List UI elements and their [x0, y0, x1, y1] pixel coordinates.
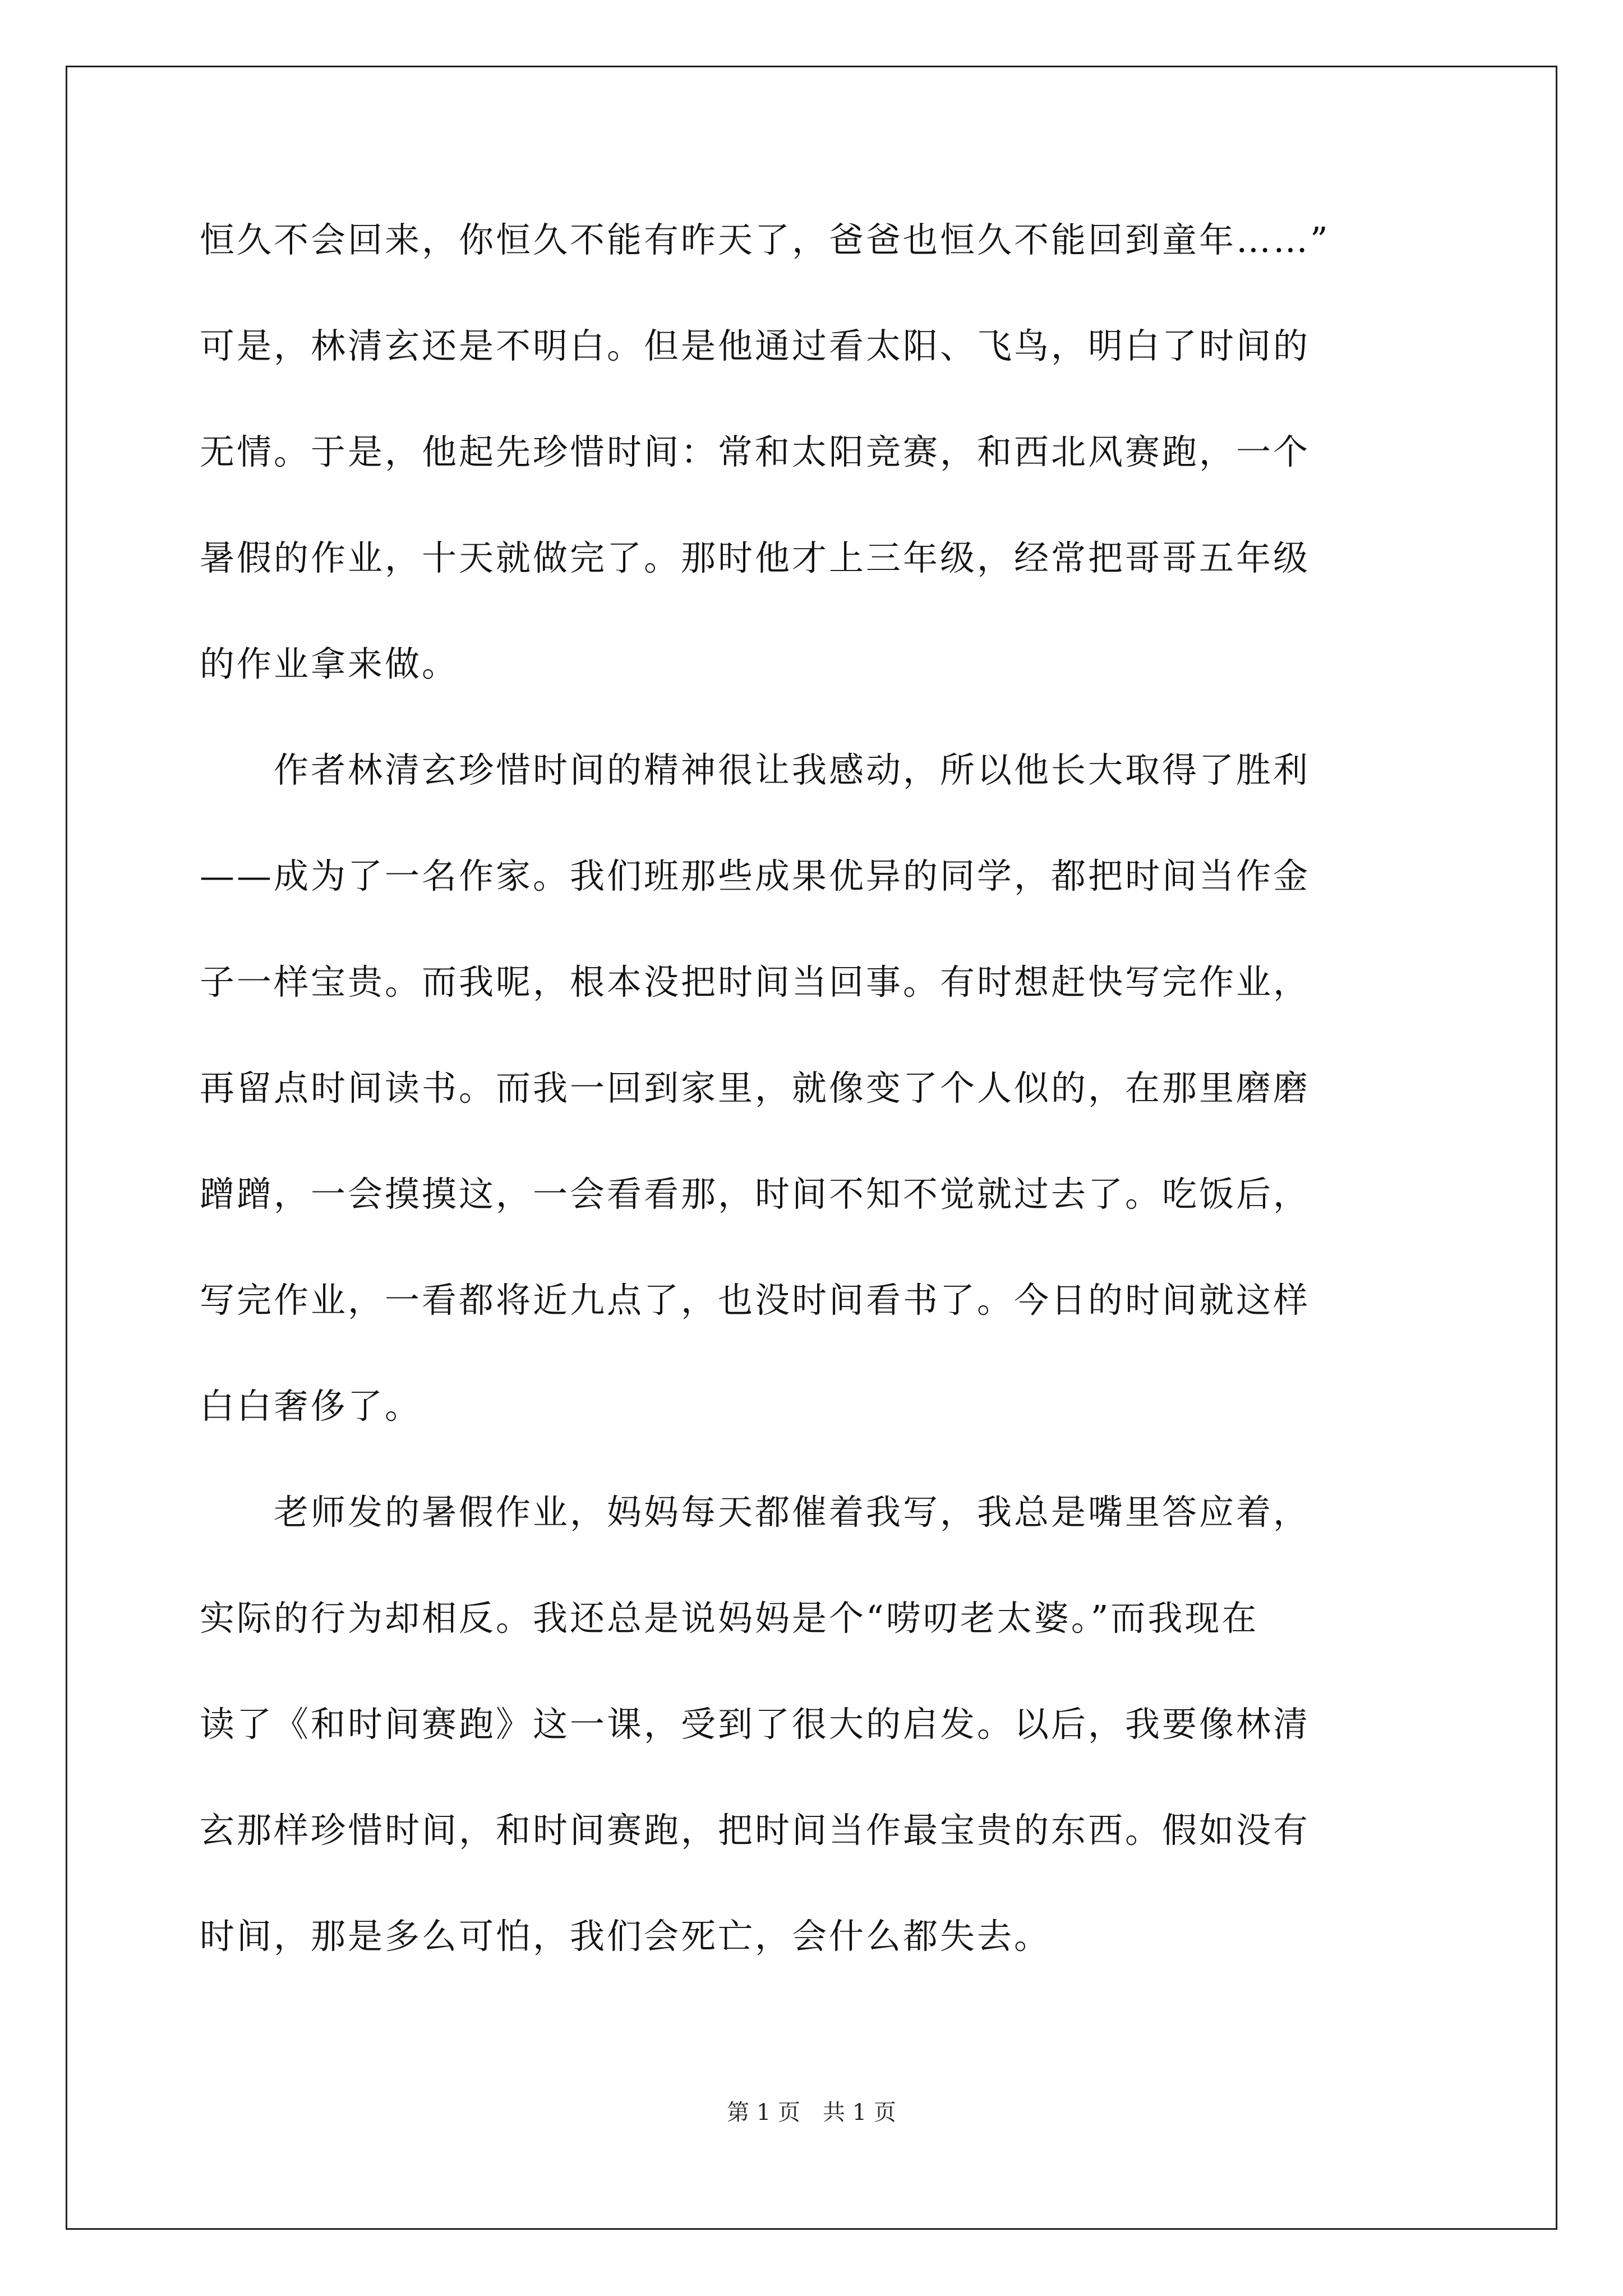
- page-number-label: 第 1 页 共 1 页: [727, 2100, 896, 2125]
- text-line: 蹭蹭，一会摸摸这，一会看看那，时间不知不觉就过去了。吃饭后，: [200, 1174, 1311, 1214]
- page-border: [66, 66, 1557, 2230]
- text-line: 写完作业，一看都将近九点了，也没时间看书了。今日的时间就这样: [200, 1280, 1311, 1320]
- text-line: ——成为了一名作家。我们班那些成果优异的同学，都把时间当作金: [200, 855, 1311, 896]
- text-line: 子一样宝贵。而我呢，根本没把时间当回事。有时想赶快写完作业，: [200, 961, 1311, 1002]
- text-line: 读了《和时间赛跑》这一课，受到了很大的启发。以后，我要像林清: [200, 1704, 1311, 1745]
- text-line: 白白奢侈了。: [200, 1386, 422, 1427]
- text-line: 再留点时间读书。而我一回到家里，就像变了个人似的，在那里磨磨: [200, 1068, 1311, 1108]
- text-line: 玄那样珍惜时间，和时间赛跑，把时间当作最宝贵的东西。假如没有: [200, 1810, 1311, 1851]
- text-line: 老师发的暑假作业，妈妈每天都催着我写，我总是嘴里答应着，: [200, 1492, 1311, 1533]
- text-line: 的作业拿来做。: [200, 643, 459, 684]
- text-line: 时间，那是多么可怕，我们会死亡，会什么都失去。: [200, 1916, 1052, 1957]
- text-line: 可是，林清玄还是不明白。但是他通过看太阳、飞鸟，明白了时间的: [200, 325, 1311, 366]
- text-line: 暑假的作业，十天就做完了。那时他才上三年级，经常把哥哥五年级: [200, 537, 1311, 578]
- text-line: 恒久不会回来，你恒久不能有昨天了，爸爸也恒久不能回到童年……”: [200, 219, 1330, 260]
- page-footer: [0, 2099, 1623, 2127]
- text-line: 实际的行为却相反。我还总是说妈妈是个“唠叨老太婆。”而我现在: [200, 1598, 1259, 1639]
- text-line: 作者林清玄珍惜时间的精神很让我感动，所以他长大取得了胜利: [200, 749, 1311, 790]
- text-line: 无情。于是，他起先珍惜时间：常和太阳竞赛，和西北风赛跑，一个: [200, 431, 1311, 472]
